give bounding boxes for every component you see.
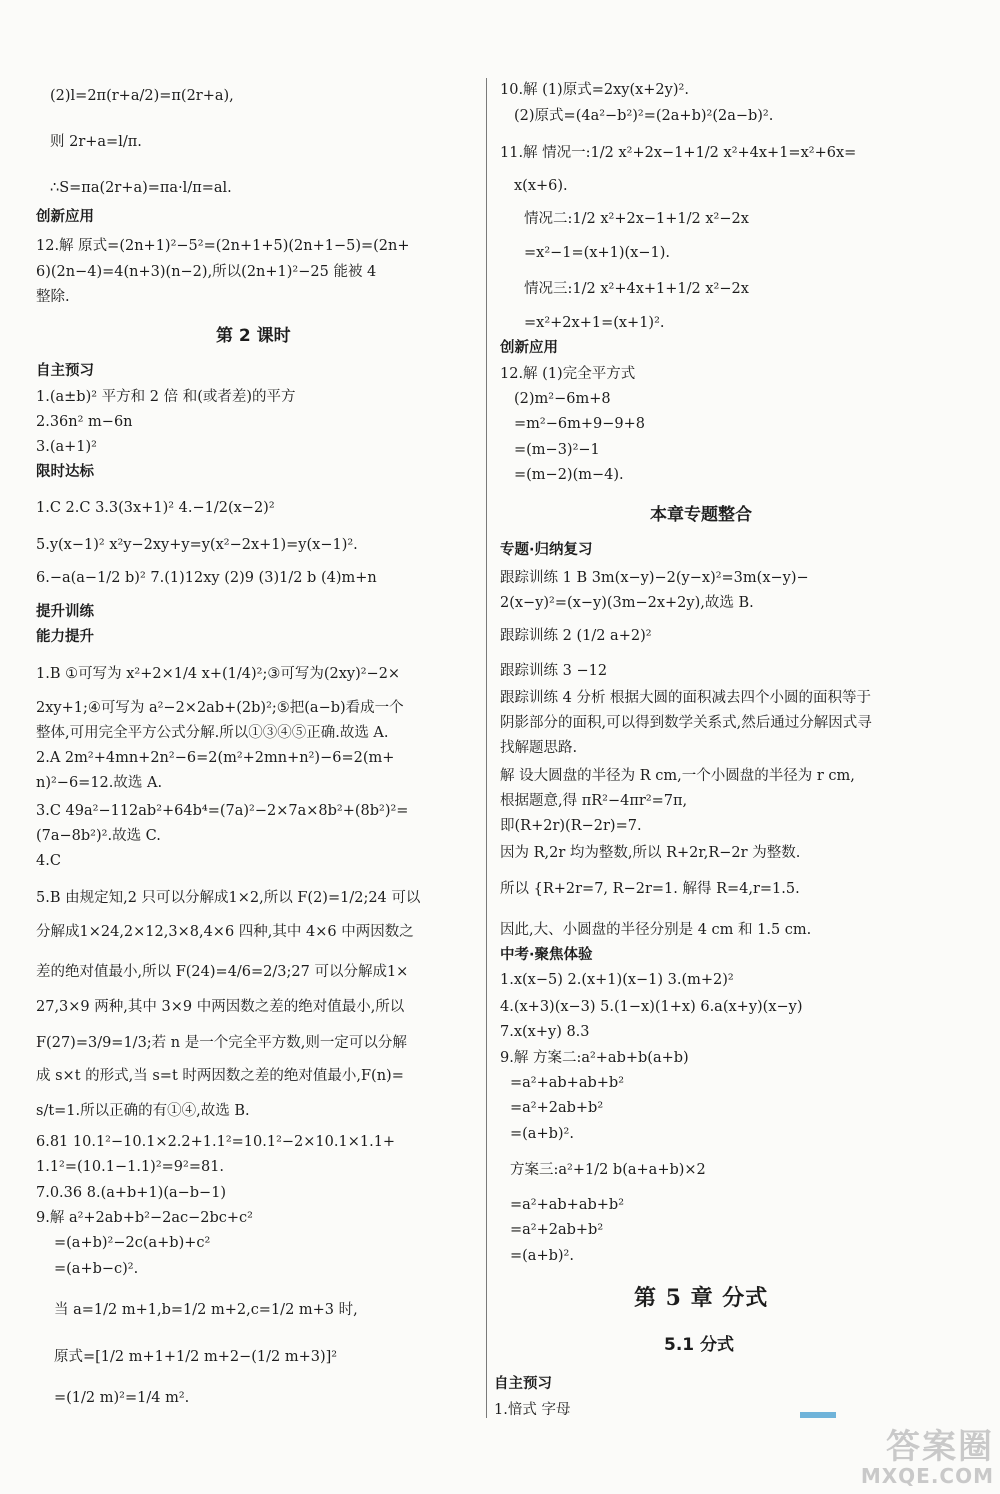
section-heading: 创新应用 (36, 209, 94, 225)
text-line: 情况三:1/2 x²+4x+1+1/2 x²−2x (524, 281, 749, 297)
chapter-summary-title: 本章专题整合 (650, 505, 752, 525)
text-line: 5.y(x−1)² x²y−2xy+y=y(x²−2x+1)=y(x−1)². (36, 537, 358, 553)
watermark-logo (861, 1419, 994, 1488)
text-line: 9.解 方案二:a²+ab+b(a+b) (500, 1050, 689, 1066)
text-line: 因此,大、小圆盘的半径分别是 4 cm 和 1.5 cm. (500, 922, 812, 938)
text-line: 原式=[1/2 m+1+1/2 m+2−(1/2 m+3)]² (54, 1349, 338, 1365)
text-line: 2xy+1;④可写为 a²−2×2ab+(2b)²;⑤把(a−b)看成一个 (36, 700, 404, 716)
text-line: 4.C (36, 853, 61, 869)
text-line: 跟踪训练 2 (1/2 a+2)² (500, 628, 652, 644)
text-line: 所以 {R+2r=7, R−2r=1. 解得 R=4,r=1.5. (500, 881, 800, 897)
column-divider (486, 78, 487, 1418)
text-line: =x²+2x+1=(x+1)². (524, 315, 665, 331)
text-line: 解 设大圆盘的半径为 R cm,一个小圆盘的半径为 r cm, (500, 768, 855, 784)
text-line: =a²+ab+ab+b² (510, 1197, 625, 1213)
text-line: =(1/2 m)²=1/4 m². (54, 1390, 190, 1406)
text-line: 5.B 由规定知,2 只可以分解成1×2,所以 F(2)=1/2;24 可以 (36, 890, 421, 906)
text-line: =m²−6m+9−9+8 (514, 416, 645, 432)
text-line: 9.解 a²+2ab+b²−2ac−2bc+c² (36, 1210, 253, 1226)
text-line: (2)m²−6m+8 (514, 391, 611, 407)
text-line: 7.x(x+y) 8.3 (500, 1024, 590, 1040)
text-line: 找解题思路. (500, 740, 578, 756)
text-line: 4.(x+3)(x−3) 5.(1−x)(1+x) 6.a(x+y)(x−y) (500, 999, 803, 1015)
text-line: =(a+b)². (510, 1126, 574, 1142)
text-line: F(27)=3/9=1/3;若 n 是一个完全平方数,则一定可以分解 (36, 1035, 407, 1051)
section-heading: 创新应用 (500, 340, 558, 356)
footer-accent-bar (800, 1412, 836, 1418)
section-heading: 能力提升 (36, 629, 94, 645)
text-line: 27,3×9 两种,其中 3×9 中两因数之差的绝对值最小,所以 (36, 999, 405, 1015)
text-line: =a²+ab+ab+b² (510, 1075, 625, 1091)
section-heading: 自主预习 (494, 1376, 552, 1392)
text-line: x(x+6). (514, 178, 568, 194)
text-line: 1.C 2.C 3.3(3x+1)² 4.−1/2(x−2)² (36, 500, 275, 516)
text-line: 1.B ①可写为 x²+2×1/4 x+(1/4)²;③可写为(2xy)²−2× (36, 666, 401, 682)
text-line: 成 s×t 的形式,当 s=t 时两因数之差的绝对值最小,F(n)= (36, 1068, 404, 1084)
section-title: 5.1 分式 (664, 1335, 735, 1355)
text-line: 6.81 10.1²−10.1×2.2+1.1²=10.1²−2×10.1×1.1+ (36, 1134, 396, 1150)
text-line: 11.解 情况一:1/2 x²+2x−1+1/2 x²+4x+1=x²+6x= (500, 145, 857, 161)
text-line: =x²−1=(x+1)(x−1). (524, 245, 671, 261)
text-line: 因为 R,2r 均为整数,所以 R+2r,R−2r 为整数. (500, 845, 801, 861)
text-line: 7.0.36 8.(a+b+1)(a−b−1) (36, 1185, 227, 1201)
section-heading: 专题·归纳复习 (500, 542, 593, 558)
text-line: =(a+b)². (510, 1248, 574, 1264)
text-line: 6.−a(a−1/2 b)² 7.(1)12xy (2)9 (3)1/2 b (4)m+n (36, 570, 377, 586)
text-line: (2)l=2π(r+a/2)=π(2r+a), (50, 88, 234, 104)
text-line: (2)原式=(4a²−b²)²=(2a+b)²(2a−b)². (514, 108, 774, 124)
text-line: 10.解 (1)原式=2xy(x+2y)². (500, 82, 689, 98)
text-line: 差的绝对值最小,所以 F(24)=4/6=2/3;27 可以分解成1× (36, 964, 409, 980)
text-line: 阴影部分的面积,可以得到数学关系式,然后通过分解因式寻 (500, 715, 872, 731)
text-line: 整体,可用完全平方公式分解.所以①③④⑤正确.故选 A. (36, 725, 389, 741)
text-line: (7a−8b²)².故选 C. (36, 828, 161, 844)
text-line: 3.C 49a²−112ab²+64b⁴=(7a)²−2×7a×8b²+(8b²)²= (36, 803, 409, 819)
text-line: 1.1²=(10.1−1.1)²=9²=81. (36, 1159, 225, 1175)
text-line: 根据题意,得 πR²−4πr²=7π, (500, 793, 688, 809)
text-line: =a²+2ab+b² (510, 1100, 604, 1116)
text-line: 整除. (36, 289, 70, 305)
lesson-title: 第 2 课时 (216, 326, 291, 346)
text-line: 12.解 (1)完全平方式 (500, 366, 636, 382)
text-line: ∴S=πa(2r+a)=πa·l/π=al. (50, 180, 232, 196)
section-heading: 提升训练 (36, 604, 94, 620)
text-line: 即(R+2r)(R−2r)=7. (500, 818, 642, 834)
chapter-title: 第 5 章 分式 (634, 1285, 769, 1311)
text-line: s/t=1.所以正确的有①④,故选 B. (36, 1103, 250, 1119)
text-line: 2.36n² m−6n (36, 414, 133, 430)
text-line: 当 a=1/2 m+1,b=1/2 m+2,c=1/2 m+3 时, (54, 1302, 358, 1318)
text-line: =(a+b−c)². (54, 1261, 139, 1277)
text-line: 跟踪训练 4 分析 根据大圆的面积减去四个小圆的面积等于 (500, 690, 872, 706)
text-line: 方案三:a²+1/2 b(a+a+b)×2 (510, 1162, 706, 1178)
text-line: 跟踪训练 1 B 3m(x−y)−2(y−x)²=3m(x−y)− (500, 570, 809, 586)
section-heading: 自主预习 (36, 363, 94, 379)
text-line: 2(x−y)²=(x−y)(3m−2x+2y),故选 B. (500, 595, 754, 611)
text-line: 跟踪训练 3 −12 (500, 663, 608, 679)
watermark-text: 答案圈 (886, 1427, 994, 1467)
section-heading: 限时达标 (36, 464, 94, 480)
text-line: =(a+b)²−2c(a+b)+c² (54, 1235, 211, 1251)
section-heading: 中考·聚焦体验 (500, 947, 593, 963)
watermark-url: MXQE.COM (860, 1464, 994, 1488)
text-line: 2.A 2m²+4mn+2n²−6=2(m²+2mn+n²)−6=2(m+ (36, 750, 395, 766)
text-line: =(m−3)²−1 (514, 442, 600, 458)
text-line: 1.x(x−5) 2.(x+1)(x−1) 3.(m+2)² (500, 972, 734, 988)
text-line: 1.(a±b)² 平方和 2 倍 和(或者差)的平方 (36, 389, 296, 405)
text-line: 6)(2n−4)=4(n+3)(n−2),所以(2n+1)²−25 能被 4 (36, 264, 377, 280)
text-line: n)²−6=12.故选 A. (36, 775, 163, 791)
text-line: 3.(a+1)² (36, 439, 97, 455)
text-line: =(m−2)(m−4). (514, 467, 624, 483)
text-line: 12.解 原式=(2n+1)²−5²=(2n+1+5)(2n+1−5)=(2n+ (36, 238, 410, 254)
text-line: 1.愔式 字母 (494, 1402, 571, 1418)
text-line: 则 2r+a=l/π. (50, 134, 142, 150)
text-line: 情况二:1/2 x²+2x−1+1/2 x²−2x (524, 211, 749, 227)
text-line: =a²+2ab+b² (510, 1222, 604, 1238)
text-line: 分解成1×24,2×12,3×8,4×6 四种,其中 4×6 中两因数之 (36, 924, 414, 940)
